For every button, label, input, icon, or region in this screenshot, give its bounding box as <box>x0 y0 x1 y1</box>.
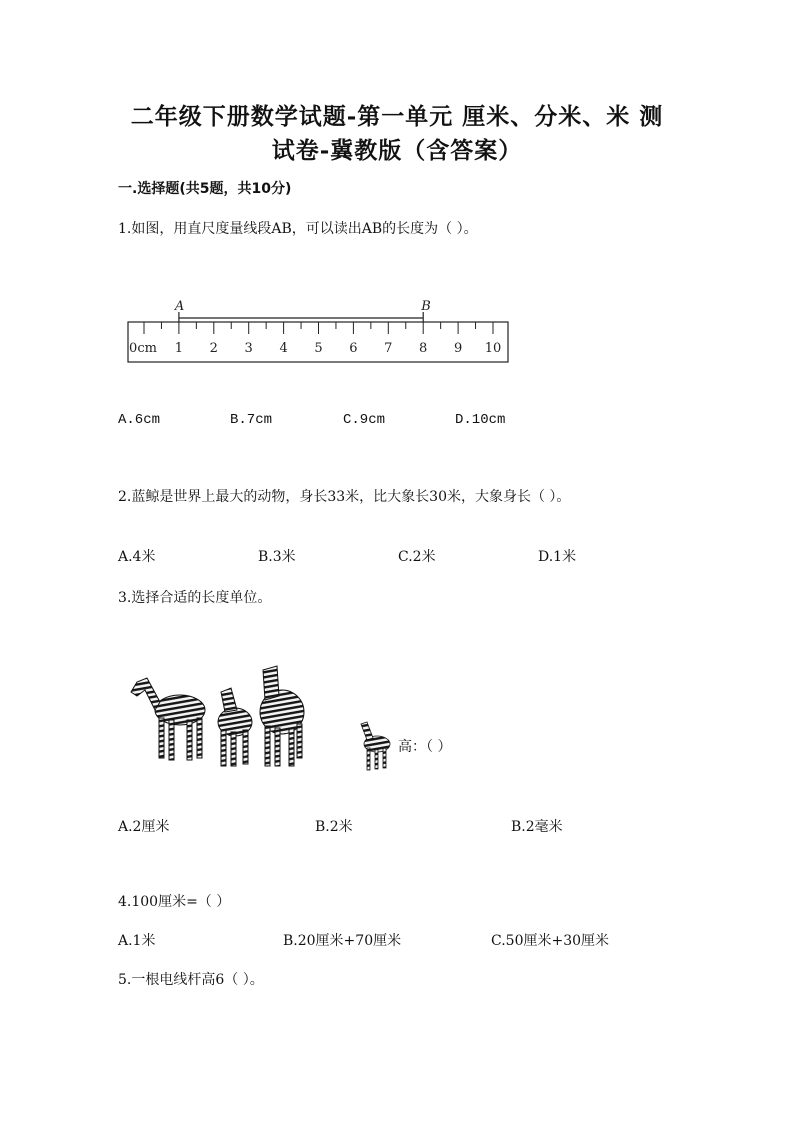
q2-option-d[interactable]: D.1米 <box>538 549 577 565</box>
page-title-line1: 二年级下册数学试题-第一单元 厘米、分米、米 测 <box>130 103 664 130</box>
q2-option-b[interactable]: B.3米 <box>258 549 296 565</box>
point-a-label: A <box>174 299 185 314</box>
ruler-label: 1 <box>174 341 184 356</box>
q1-option-d[interactable]: D.10cm <box>455 412 506 428</box>
ruler-label: 3 <box>244 341 253 356</box>
ruler-label: 0cm <box>129 341 157 356</box>
page-title-line2: 试卷-冀教版（含答案） <box>271 137 523 164</box>
zebra-height-caption: 高：（ ） <box>398 739 452 755</box>
zebras-illustration <box>125 660 400 775</box>
ruler-label: 10 <box>484 341 502 356</box>
ruler-label: 7 <box>384 341 393 356</box>
question-2-stem: 2.蓝鲸是世界上最大的动物，身长33米，比大象长30米，大象身长（ ）。 <box>118 489 571 505</box>
zebra-small <box>361 722 390 770</box>
zebra-left <box>131 678 205 760</box>
q1-option-c[interactable]: C.9cm <box>343 412 386 428</box>
question-4-stem: 4.100厘米=（ ） <box>118 894 231 910</box>
ruler-figure <box>126 296 512 366</box>
question-3-stem: 3.选择合适的长度单位。 <box>118 590 272 606</box>
zebra-right <box>260 666 304 766</box>
q2-option-c[interactable]: C.2米 <box>398 549 436 565</box>
question-1-stem: 1.如图，用直尺度量线段AB，可以读出AB的长度为（ ）。 <box>118 221 478 237</box>
q1-option-a[interactable]: A.6cm <box>118 412 161 428</box>
q4-option-b[interactable]: B.20厘米+70厘米 <box>283 933 402 949</box>
ruler-label: 2 <box>209 341 218 356</box>
zebra-middle <box>218 688 252 766</box>
q4-option-a[interactable]: A.1米 <box>118 933 156 949</box>
ruler-label: 9 <box>453 341 463 356</box>
ruler-label: 8 <box>419 341 428 356</box>
q4-option-c[interactable]: C.50厘米+30厘米 <box>491 933 610 949</box>
ruler-label: 5 <box>314 341 323 356</box>
point-b-label: B <box>421 299 431 314</box>
question-5-stem: 5.一根电线杆高6（ ）。 <box>118 972 264 988</box>
q3-option-b[interactable]: B.2米 <box>315 819 353 835</box>
section-heading: 一.选择题(共5题，共10分) <box>118 181 292 197</box>
q1-option-b[interactable]: B.7cm <box>230 412 273 428</box>
q3-option-c[interactable]: B.2毫米 <box>511 819 563 835</box>
q2-option-a[interactable]: A.4米 <box>118 549 156 565</box>
q3-option-a[interactable]: A.2厘米 <box>118 819 170 835</box>
ruler-label: 4 <box>279 341 288 356</box>
ruler-label: 6 <box>349 341 358 356</box>
